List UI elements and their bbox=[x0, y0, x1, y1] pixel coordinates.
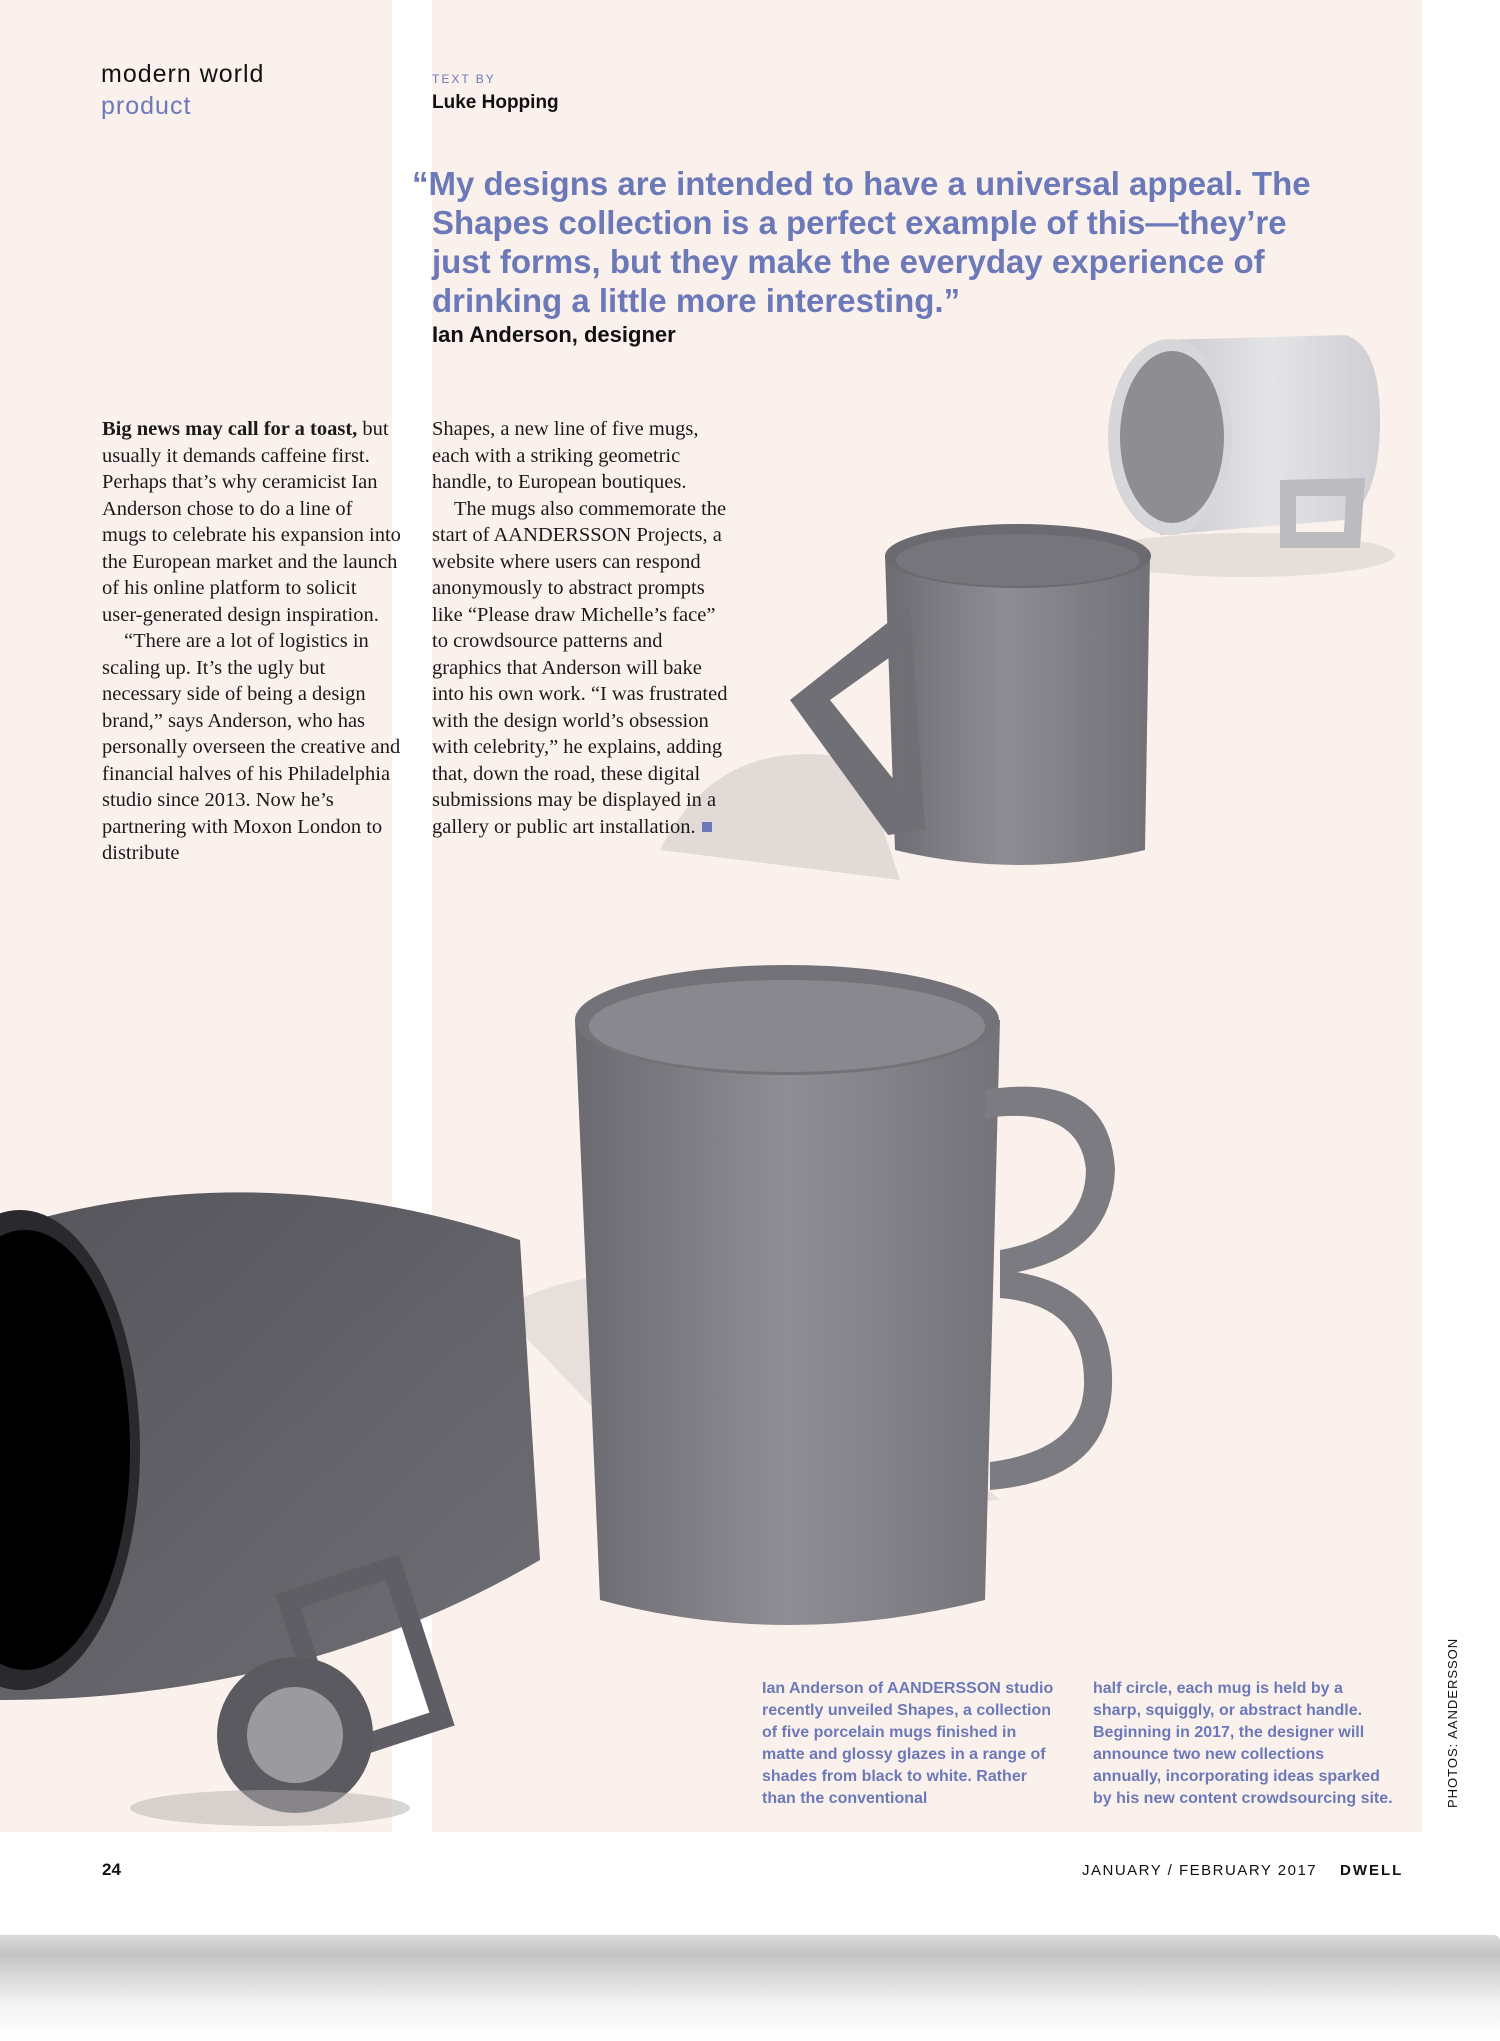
body-paragraph: Shapes, a new line of five mugs, each with a striking geometric handle, to European boutiques. bbox=[432, 418, 699, 493]
mug-gray-squiggle-handle bbox=[500, 965, 1115, 1625]
end-mark-icon bbox=[702, 822, 712, 832]
mug-light-square-handle bbox=[1095, 335, 1395, 577]
page-margin-right bbox=[1422, 0, 1500, 1935]
page-number: 24 bbox=[102, 1860, 121, 1879]
photo-caption-2: half circle, each mug is held by a sharp, squiggly, or abstract handle. Beginning in 2017, the designer will announce two new collections annually, incorporating ideas sparked by his new content crowdsourcing site. bbox=[1093, 1680, 1393, 1807]
mug-gray-triangle-handle bbox=[660, 524, 1151, 880]
byline-label: TEXT BY bbox=[432, 72, 496, 86]
photo-caption-1: Ian Anderson of AANDERSSON studio recently unveiled Shapes, a collection of five porcelain mugs finished in matte and glossy glazes in a range of shades from black to white. Rather than the conventional bbox=[762, 1680, 1054, 1807]
photo-credit: PHOTOS: AANDERSSON bbox=[1445, 1637, 1460, 1808]
body-paragraph: The mugs also commemorate the start of AANDERSSON Projects, a website where users can respond anonymously to abstract prompts like “Please draw Michelle’s face” to crowdsource patterns and graphics that Anderson will bake into his own work. “I was frustrated with the design world’s obsession with celebrity,” he explains, adding that, down the road, these digital submissions may be displayed in a gallery or public art installation. bbox=[432, 497, 728, 838]
body-paragraph: but usually it demands caffeine first. Perhaps that’s why ceramicist Ian Anderson chose to do a line of mugs to celebrate his expansion into the European market and the launch of his online platform to solicit user-generated design inspiration. bbox=[102, 418, 401, 626]
issue-date: JANUARY / FEBRUARY 2017 bbox=[1082, 1862, 1318, 1879]
body-paragraph: “There are a lot of logistics in scaling up. It’s the ugly but necessary side of being a design brand,” says Anderson, who has personally overseen the creative and financial halves of his Philadelphia studio since 2013. Now he’s partnering with Moxon London to distribute bbox=[102, 630, 401, 864]
pull-quote-attribution: Ian Anderson, designer bbox=[432, 322, 676, 347]
section-label: modern world bbox=[101, 60, 265, 88]
page-curl-shadow bbox=[0, 1935, 1500, 2041]
lead-in: Big news may call for a toast, bbox=[102, 418, 358, 440]
pull-quote: “My designs are intended to have a universal appeal. The Shapes collection is a perfect example of this—they’re just forms, but they make the everyday experience of drinking a little more interesting.” bbox=[412, 165, 1311, 319]
body-column-1 bbox=[102, 416, 402, 867]
magazine-name: DWELL bbox=[1340, 1862, 1404, 1879]
body-column-2 bbox=[432, 416, 732, 840]
mug-dark-circle-square-handle bbox=[0, 1192, 540, 1826]
subsection-label: product bbox=[101, 92, 192, 120]
byline-author: Luke Hopping bbox=[432, 92, 559, 113]
